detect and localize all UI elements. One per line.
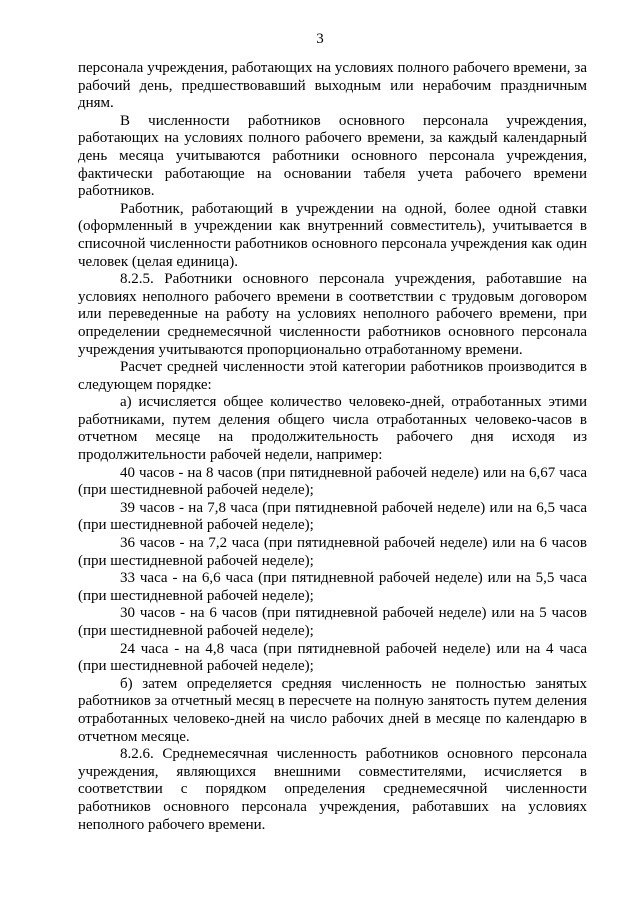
page-number: 3 bbox=[316, 31, 324, 47]
paragraph-item-b: б) затем определяется средняя численность не полностью занятых работников за отчетный месяц в пересчете на полную занятость путем деления отработанных человеко-дней на число рабочих дней в месяце по календарю в отчетном месяце. bbox=[78, 675, 587, 745]
paragraph-hours-39: 39 часов - на 7,8 часа (при пятидневной рабочей неделе) или на 6,5 часа (при шестидневной рабочей неделе); bbox=[78, 499, 587, 534]
paragraph-full-time-count: В численности работников основного персонала учреждения, работающих на условиях полного рабочего времени, за каждый календарный день месяца учитываются работники основного персонала учреждения, фактически работающие на основании табеля учета рабочего времени работников. bbox=[78, 112, 587, 200]
paragraph-hours-33: 33 часа - на 6,6 часа (при пятидневной рабочей неделе) или на 5,5 часа (при шестидневной рабочей неделе); bbox=[78, 570, 587, 604]
paragraph-hours-30: 30 часов - на 6 часов (при пятидневной рабочей неделе) или на 5 часов (при шестидневной рабочей неделе); bbox=[78, 605, 587, 639]
paragraph-hours-24: 24 часа - на 4,8 часа (при пятидневной рабочей неделе) или на 4 часа (при шестидневной рабочей неделе); bbox=[78, 640, 587, 675]
paragraph-calculation-order: Расчет средней численности этой категории работников производится в следующем порядке: bbox=[78, 359, 587, 393]
document-body bbox=[78, 60, 587, 834]
paragraph-item-a: а) исчисляется общее количество человеко-дней, отработанных этими работниками, путем деления общего числа отработанных человеко-часов в отчетном месяце на продолжительность рабочего дня исходя из продолжительности рабочей недели, например: bbox=[78, 394, 587, 464]
paragraph-continuation: персонала учреждения, работающих на условиях полного рабочего времени, за рабочий день, предшествовавший выходным или нерабочим праздничным дням. bbox=[78, 60, 587, 112]
paragraph-8-2-5: 8.2.5. Работники основного персонала учреждения, работавшие на условиях неполного рабочего времени в соответствии с трудовым договором или переведенные на работу на условиях неполного рабочего времени, при определении среднемесячной численности работников основного персонала учреждения учитываются пропорционально отработанному времени. bbox=[78, 271, 587, 358]
paragraph-internal-part-timer: Работник, работающий в учреждении на одной, более одной ставки (оформленный в учреждении как внутренний совместитель), учитывается в списочной численности работников основного персонала учреждения как один человек (целая единица). bbox=[78, 200, 587, 270]
paragraph-hours-40: 40 часов - на 8 часов (при пятидневной рабочей неделе) или на 6,67 часа (при шестидневной рабочей неделе); bbox=[78, 464, 587, 499]
paragraph-hours-36: 36 часов - на 7,2 часа (при пятидневной рабочей неделе) или на 6 часов (при шестидневной рабочей неделе); bbox=[78, 535, 587, 569]
paragraph-8-2-6: 8.2.6. Среднемесячная численность работников основного персонала учреждения, являющихся внешними совместителями, исчисляется в соответствии с порядком определения среднемесячной численности работников основного персонала учреждения, работавших на условиях неполного рабочего времени. bbox=[78, 746, 587, 833]
